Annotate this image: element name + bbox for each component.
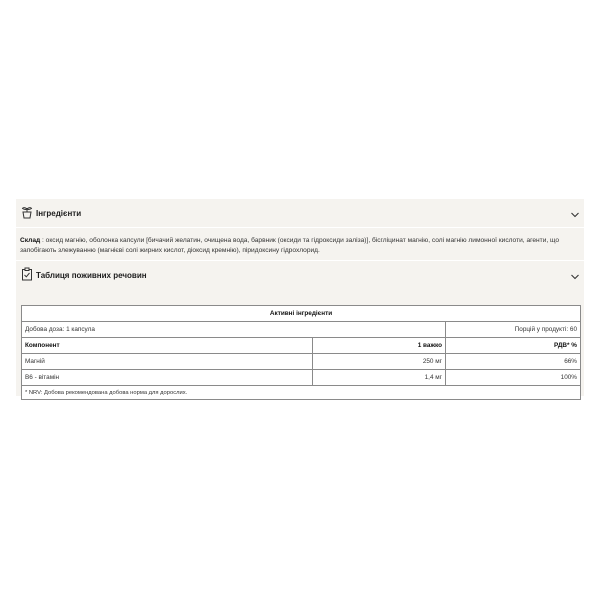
component-name: Магній xyxy=(22,354,313,370)
rdv-percent: 66% xyxy=(446,354,581,370)
column-header: Компонент xyxy=(22,338,313,354)
column-header: РДВ* % xyxy=(446,338,581,354)
clipboard-check-icon xyxy=(20,267,34,281)
rdv-percent: 100% xyxy=(446,370,581,386)
table-row xyxy=(22,354,581,370)
plant-pot-icon xyxy=(20,205,34,219)
composition-text xyxy=(20,236,580,256)
daily-dose: Добова доза: 1 капсула xyxy=(22,322,446,338)
composition-label: Склад xyxy=(20,237,41,244)
nutrition-table xyxy=(21,305,581,400)
product-info-panel xyxy=(16,199,584,396)
table-title: Активні інгредієнти xyxy=(22,306,581,322)
table-row xyxy=(22,370,581,386)
chevron-down-icon[interactable] xyxy=(570,207,580,217)
section-divider xyxy=(16,227,584,228)
nutrition-title: Таблиця поживних речовин xyxy=(36,270,147,280)
nutrition-header[interactable] xyxy=(16,261,584,289)
ingredients-header[interactable] xyxy=(16,199,584,227)
chevron-down-icon[interactable] xyxy=(570,269,580,279)
nrv-footnote: * NRV: Добова рекомендована добова норма для дорослих. xyxy=(22,386,581,400)
component-name: В6 - вітамін xyxy=(22,370,313,386)
amount: 1,4 мг xyxy=(313,370,446,386)
amount: 250 мг xyxy=(313,354,446,370)
column-header: 1 важко xyxy=(313,338,446,354)
servings-per-product: Порцій у продукті: 60 xyxy=(446,322,581,338)
composition-body: : оксид магнію, оболонка капсули [бичачий желатин, очищена вода, барвник (оксиди та гідроксиди заліза)], бісгліцинат магнію, солі магнію лимонної кислоти, агенти, що запобігають злежуванню (магнієві солі жирних кислот, діоксид кремнію), піридоксину гідрохлорид. xyxy=(20,237,560,254)
ingredients-title: Інгредієнти xyxy=(36,208,82,218)
